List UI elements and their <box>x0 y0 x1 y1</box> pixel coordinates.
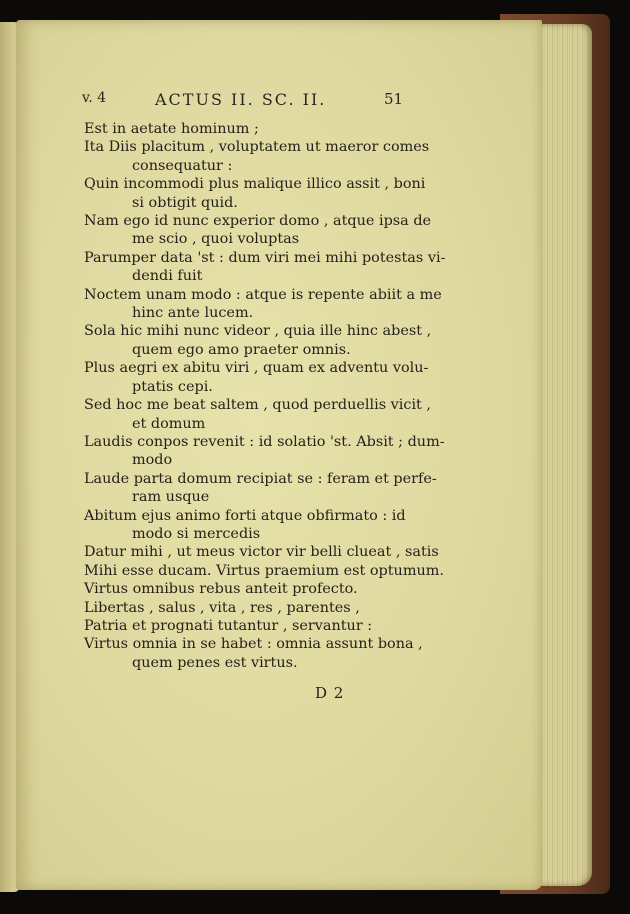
act-scene-title: ACTUS II. SC. II. <box>155 90 327 109</box>
verse <box>84 138 430 175</box>
verse <box>84 580 414 598</box>
verse-line: Nam ego id nunc experior domo , atque ipsa de <box>84 213 432 230</box>
verse <box>84 212 432 249</box>
verse-line: Virtus omnia in se habet : omnia assunt bona , <box>84 636 423 653</box>
verse-continuation-line: dendi fuit <box>132 268 203 285</box>
verse-text <box>84 120 446 672</box>
verse-continuation-line: quem penes est virtus. <box>132 654 298 671</box>
verse-line: Parumper data 'st : dum viri mei mihi potestas vi- <box>84 249 446 266</box>
verse <box>84 543 439 561</box>
verse <box>84 120 414 138</box>
verse-line: Laudis conpos revenit : id solatio 'st. Absit ; dum- <box>84 433 445 450</box>
verse-line: Noctem unam modo : atque is repente abiit a me <box>84 286 442 303</box>
verse-continuation-line: consequatur : <box>132 157 233 174</box>
verse-continuation-line: quem ego amo praeter omnis. <box>132 341 351 358</box>
verse <box>84 359 429 396</box>
verse <box>84 322 432 359</box>
verse-continuation-line: me scio , quoi voluptas <box>132 231 300 248</box>
verse <box>84 470 437 507</box>
verse-line: Datur mihi , ut meus victor vir belli clueat , satis <box>84 544 439 561</box>
verse-line: Patria et prognati tutantur , servantur : <box>84 617 373 634</box>
verse-line: Quin incommodi plus malique illico assit , boni <box>84 176 426 193</box>
verse <box>84 562 444 580</box>
verse-continuation-line: modo <box>132 452 173 469</box>
verse-continuation-line: ram usque <box>132 489 210 506</box>
verse-line: Est in aetate hominum ; <box>84 121 259 137</box>
verse-line: Plus aegri ex abitu viri , quam ex adventu volu- <box>84 360 429 377</box>
signature-mark: D 2 <box>315 684 345 702</box>
verse-continuation-line: si obtigit quid. <box>132 194 238 211</box>
verse-line: Virtus omnibus rebus anteit profecto. <box>84 581 358 598</box>
verse-line: Abitum ejus animo forti atque obfirmato : id <box>84 507 406 524</box>
verse <box>84 635 423 672</box>
verse <box>84 175 426 212</box>
verse <box>84 617 414 635</box>
verse <box>84 599 414 617</box>
verse-line: Libertas , salus , vita , res , parentes , <box>84 599 360 616</box>
verse-continuation-line: modo si mercedis <box>132 525 261 542</box>
verse-continuation-line: ptatis cepi. <box>132 378 213 395</box>
verse-line: Sola hic mihi nunc videor , quia ille hinc abest , <box>84 323 432 340</box>
verse <box>84 286 442 323</box>
page-number: 51 <box>384 90 404 108</box>
verse-reference: v. 4 <box>82 90 107 106</box>
verse-continuation-line: et domum <box>132 415 206 432</box>
running-header <box>0 90 630 112</box>
verse <box>84 249 446 286</box>
verse-line: Mihi esse ducam. Virtus praemium est optumum. <box>84 562 444 579</box>
verse-continuation-line: hinc ante lucem. <box>132 305 254 322</box>
verse <box>84 396 431 433</box>
verse-line: Ita Diis placitum , voluptatem ut maeror comes <box>84 139 430 156</box>
verse <box>84 507 414 544</box>
verse-line: Laude parta domum recipiat se : feram et perfe- <box>84 470 437 487</box>
verse-line: Sed hoc me beat saltem , quod perduellis vicit , <box>84 397 431 414</box>
verse <box>84 433 445 470</box>
